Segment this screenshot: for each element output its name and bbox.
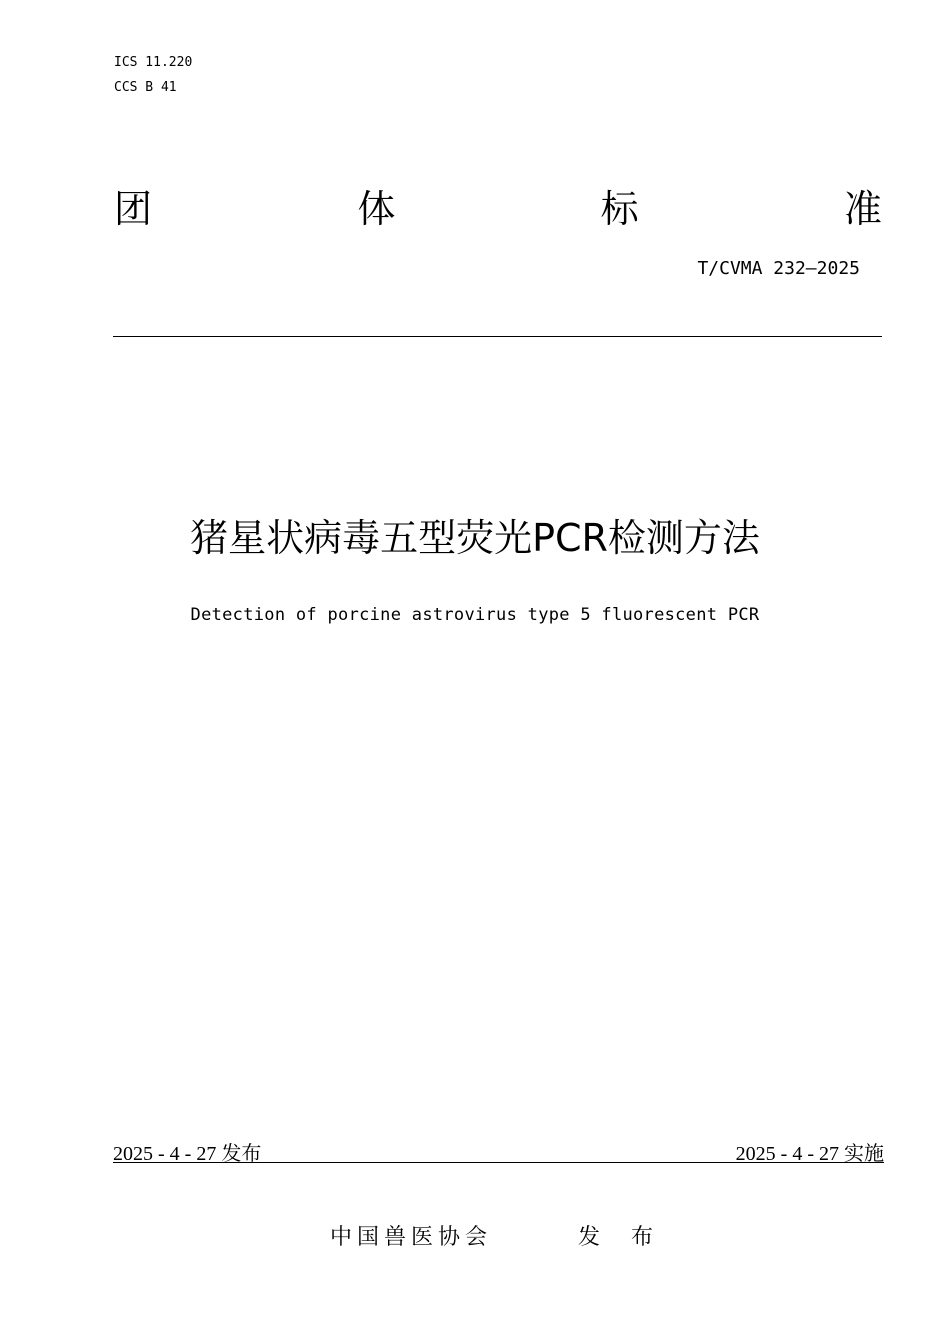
- standard-number: T/CVMA 232—2025: [697, 258, 860, 279]
- bottom-divider: [113, 1162, 884, 1163]
- standard-type-char: 体: [357, 187, 396, 231]
- implement-date: 2025 - 4 - 27 实施: [735, 1143, 884, 1165]
- issuer-verb: 发 布: [578, 1225, 665, 1250]
- ccs-code: CCS B 41: [114, 80, 177, 95]
- publish-date: 2025 - 4 - 27 发布: [113, 1143, 262, 1165]
- standard-type-char: 准: [843, 187, 882, 231]
- title-english: Detection of porcine astrovirus type 5 fluorescent PCR: [190, 605, 760, 625]
- standard-type-char: 团: [114, 187, 153, 231]
- top-divider: [113, 336, 882, 337]
- title-chinese: 猪星状病毒五型荧光PCR检测方法: [190, 516, 760, 560]
- standard-type-heading: [114, 184, 882, 234]
- standard-type-char: 标: [600, 187, 639, 231]
- ics-code: ICS 11.220: [114, 55, 193, 70]
- classification-codes: [114, 50, 192, 100]
- issuer-name: 中国兽医协会: [330, 1225, 493, 1250]
